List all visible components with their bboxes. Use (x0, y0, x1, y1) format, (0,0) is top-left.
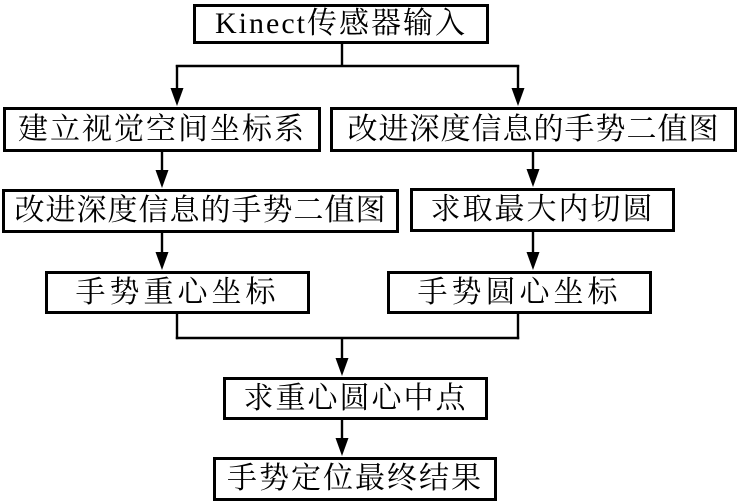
arrowhead-down-icon (156, 252, 169, 270)
arrowhead-down-icon (527, 169, 540, 187)
node-binary-map-right-label: 改进深度信息的手势二值图 (347, 112, 720, 146)
edge-binary-map-left-to-centroid (156, 233, 169, 270)
node-circle-center-coord-label: 手势圆心坐标 (417, 275, 622, 309)
arrowhead-down-icon (336, 438, 349, 456)
edge-merge-to-midpoint (176, 313, 519, 376)
node-binary-map-left (2, 189, 399, 233)
node-build-coord-system-label: 建立视觉空间坐标系 (18, 112, 306, 146)
arrowhead-down-icon (336, 358, 349, 376)
node-midpoint (223, 377, 488, 420)
edge-to-binary-map-right (512, 65, 525, 106)
node-kinect-input (193, 4, 489, 44)
node-centroid-coord-label: 手势重心坐标 (75, 275, 280, 309)
node-max-inscribed-circle (410, 188, 675, 232)
node-build-coord-system (3, 107, 321, 152)
arrowhead-down-icon (156, 170, 169, 188)
arrowhead-down-icon (171, 88, 184, 106)
edge-kinect-branch (176, 44, 519, 66)
node-kinect-input-label: Kinect传感器输入 (215, 7, 467, 40)
node-centroid-coord (45, 271, 310, 314)
arrowhead-down-icon (512, 88, 525, 106)
edge-binary-map-right-to-max-circle (527, 152, 540, 187)
arrowhead-down-icon (527, 252, 540, 270)
edge-to-build-coord (171, 65, 184, 106)
node-binary-map-left-label: 改进深度信息的手势二值图 (14, 194, 387, 227)
edge-build-coord-to-binary-map-left (156, 152, 169, 188)
node-midpoint-label: 求重心圆心中点 (243, 381, 468, 415)
node-final-result-label: 手势定位最终结果 (227, 462, 483, 495)
node-max-inscribed-circle-label: 求取最大内切圆 (430, 193, 655, 226)
edge-max-circle-to-circle-coord (527, 232, 540, 270)
node-circle-center-coord (387, 271, 652, 314)
node-final-result (213, 457, 497, 501)
node-binary-map-right (330, 107, 737, 152)
edge-midpoint-to-final (336, 420, 349, 456)
